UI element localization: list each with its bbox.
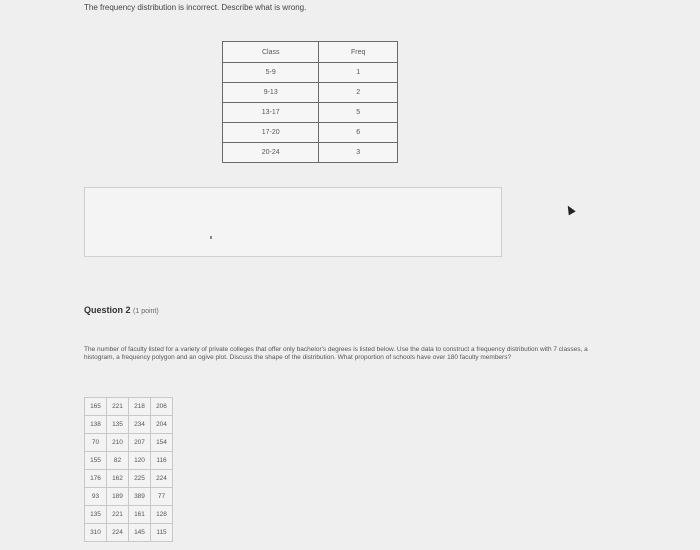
faculty-data-table: [84, 397, 173, 542]
class-header: Class: [223, 42, 319, 63]
text-caret: [210, 236, 212, 239]
freq-cell: 1: [319, 63, 398, 83]
data-cell: 70: [85, 434, 107, 452]
question-2-points: (1 point): [133, 308, 159, 315]
frequency-table: [222, 41, 398, 163]
data-cell: 224: [151, 470, 173, 488]
data-cell: 221: [107, 506, 129, 524]
data-cell: 135: [107, 416, 129, 434]
answer-textbox[interactable]: [84, 187, 502, 257]
table-row: [85, 398, 173, 416]
data-cell: 225: [129, 470, 151, 488]
table-row: [85, 524, 173, 542]
class-cell: 20-24: [223, 143, 319, 163]
question-2-description: The number of faculty listed for a variety of private colleges that offer only bachelor's degrees is listed below. Use the data to construct a frequency distribution with 7 classes, a histogram, a frequency polygon and an ogive plot. Discuss the shape of the distribution. What proportion of schools have over 180 faculty members?: [84, 346, 588, 361]
data-cell: 135: [85, 506, 107, 524]
data-cell: 206: [151, 398, 173, 416]
table-row: [85, 452, 173, 470]
table-row: [85, 470, 173, 488]
data-cell: 234: [129, 416, 151, 434]
data-cell: 224: [107, 524, 129, 542]
class-cell: 9-13: [223, 83, 319, 103]
table-row: [223, 83, 398, 103]
table-row: [85, 506, 173, 524]
data-cell: 204: [151, 416, 173, 434]
data-cell: 310: [85, 524, 107, 542]
freq-cell: 6: [319, 123, 398, 143]
question-2-heading: [84, 305, 159, 315]
data-cell: 161: [129, 506, 151, 524]
data-cell: 128: [151, 506, 173, 524]
data-cell: 221: [107, 398, 129, 416]
table-row: [85, 416, 173, 434]
data-cell: 210: [107, 434, 129, 452]
table-row: [85, 434, 173, 452]
freq-cell: 2: [319, 83, 398, 103]
data-cell: 176: [85, 470, 107, 488]
data-cell: 218: [129, 398, 151, 416]
table-row: [223, 143, 398, 163]
data-cell: 115: [151, 524, 173, 542]
data-cell: 120: [129, 452, 151, 470]
data-cell: 138: [85, 416, 107, 434]
table-row: [85, 488, 173, 506]
data-cell: 189: [107, 488, 129, 506]
class-cell: 13-17: [223, 103, 319, 123]
data-cell: 82: [107, 452, 129, 470]
freq-cell: 3: [319, 143, 398, 163]
freq-header: Freq: [319, 42, 398, 63]
question-prompt: The frequency distribution is incorrect. Describe what is wrong.: [84, 3, 307, 12]
data-cell: 145: [129, 524, 151, 542]
class-cell: 5-9: [223, 63, 319, 83]
table-row: [223, 63, 398, 83]
data-cell: 155: [85, 452, 107, 470]
data-cell: 93: [85, 488, 107, 506]
data-cell: 207: [129, 434, 151, 452]
class-cell: 17-20: [223, 123, 319, 143]
data-cell: 154: [151, 434, 173, 452]
freq-cell: 5: [319, 103, 398, 123]
data-cell: 165: [85, 398, 107, 416]
question-2-title: Question 2: [84, 305, 131, 315]
table-row: [223, 103, 398, 123]
data-cell: 162: [107, 470, 129, 488]
data-cell: 116: [151, 452, 173, 470]
mouse-cursor-icon: [564, 204, 575, 216]
data-cell: 77: [151, 488, 173, 506]
table-row: [223, 123, 398, 143]
data-cell: 389: [129, 488, 151, 506]
